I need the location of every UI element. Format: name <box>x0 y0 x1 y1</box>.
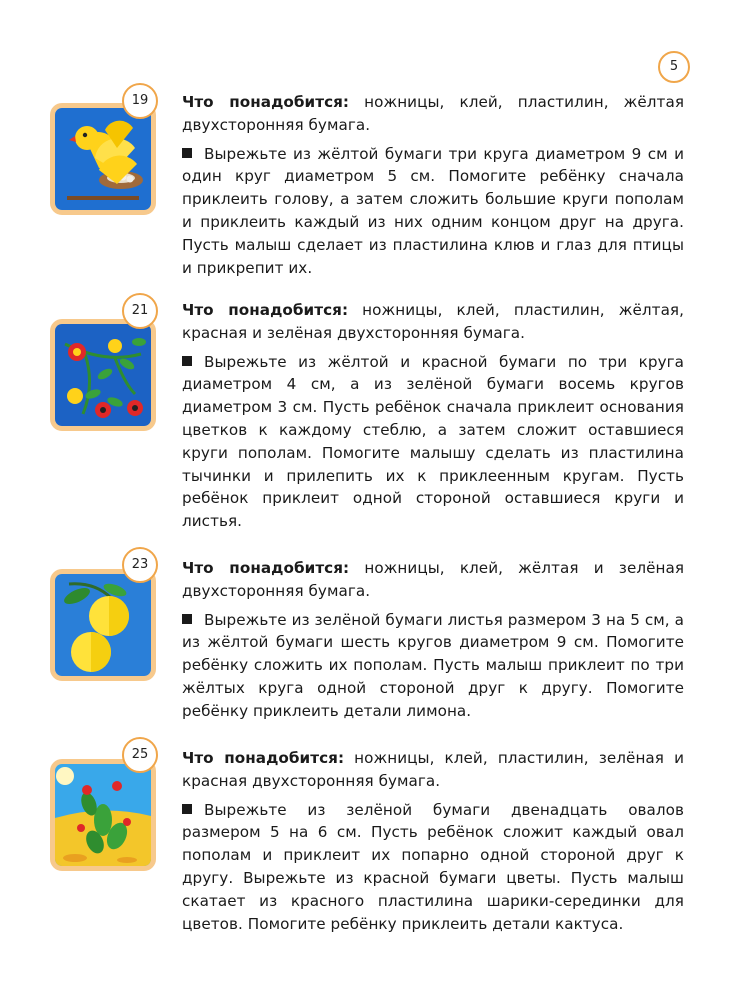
craft-thumbnail-lemons <box>50 569 156 681</box>
materials-text: ножницы, клей, пластилин, зелёная и красная двухсторонняя бумага. <box>182 749 685 790</box>
craft-thumbnail-chick <box>50 103 156 215</box>
craft-number-badge: 21 <box>122 293 158 329</box>
materials-paragraph <box>182 91 684 137</box>
craft-thumbnail-cactus <box>50 759 156 871</box>
craft-number-badge: 23 <box>122 547 158 583</box>
instructions-paragraph <box>182 799 684 936</box>
materials-text: ножницы, клей, пластилин, жёлтая, красная и зелёная двухсторонняя бумага. <box>182 301 684 342</box>
instructions-text: Вырежьте из зелёной бумаги листья размером 3 на 5 см, а из жёлтой бумаги шесть кругов диаметром 9 см. Помогите ребёнку сложить их пополам. Пусть малыш приклеит по три жёлтых круга одной стороной друг к другу. Помогите ребёнку приклеить детали лимона. <box>182 610 684 720</box>
cactus-illustration <box>55 764 151 866</box>
chick-illustration <box>55 108 151 210</box>
materials-paragraph <box>182 557 684 603</box>
materials-label: Что понадобится: <box>182 93 350 111</box>
page-number: 5 <box>658 51 690 83</box>
instructions-paragraph <box>182 143 684 280</box>
craft-thumbnail-flowers <box>50 319 156 431</box>
lemons-illustration <box>55 574 151 676</box>
square-bullet-icon <box>182 148 192 158</box>
square-bullet-icon <box>182 614 192 624</box>
craft-text <box>182 299 684 533</box>
materials-paragraph <box>182 299 684 345</box>
square-bullet-icon <box>182 804 192 814</box>
materials-label: Что понадобится: <box>182 301 349 319</box>
instructions-text: Вырежьте из жёлтой бумаги три круга диаметром 9 см и один круг диаметром 5 см. Помогите ребёнку сначала приклеить голову, а затем сложить большие круги пополам и приклеить каждый из них одним концом друг на друга. Пусть малыш сделает из пластилина клюв и глаз для птицы и прикрепит их. <box>182 144 684 277</box>
materials-text: ножницы, клей, жёлтая и зелёная двухсторонняя бумага. <box>182 559 685 600</box>
instructions-paragraph <box>182 609 684 723</box>
materials-paragraph <box>182 747 684 793</box>
craft-number-badge: 19 <box>122 83 158 119</box>
materials-text: ножницы, клей, пластилин, жёлтая двухсторонняя бумага. <box>182 93 685 134</box>
craft-text <box>182 747 684 935</box>
instructions-text: Вырежьте из зелёной бумаги двенадцать овалов размером 5 на 6 см. Пусть ребёнок сложит каждый овал пополам и приклеит их попарно одной стороной друг к другу. Вырежьте из красной бумаги цветы. Пусть малыш скатает из красного пластилина шарики-серединки для цветов. Помогите ребёнку приклеить детали кактуса. <box>182 800 684 933</box>
materials-label: Что понадобится: <box>182 559 350 577</box>
craft-text <box>182 91 684 279</box>
instructions-paragraph <box>182 351 684 533</box>
craft-text <box>182 557 684 723</box>
craft-number-badge: 25 <box>122 737 158 773</box>
materials-label: Что понадобится: <box>182 749 345 767</box>
square-bullet-icon <box>182 356 192 366</box>
flowers-illustration <box>55 324 151 426</box>
instructions-text: Вырежьте из жёлтой и красной бумаги по три круга диаметром 4 см, а из зелёной бумаги восемь кругов диаметром 3 см. Пусть ребёнок сначала приклеит основания цветков к каждому стеблю, а затем сложит оставшиеся круги пополам. Помогите малышу сделать из пластилина тычинки и прилепить их к приклеенным кругам. Пусть ребёнок приклеит одной стороной оставшиеся круги и листья. <box>182 352 684 531</box>
